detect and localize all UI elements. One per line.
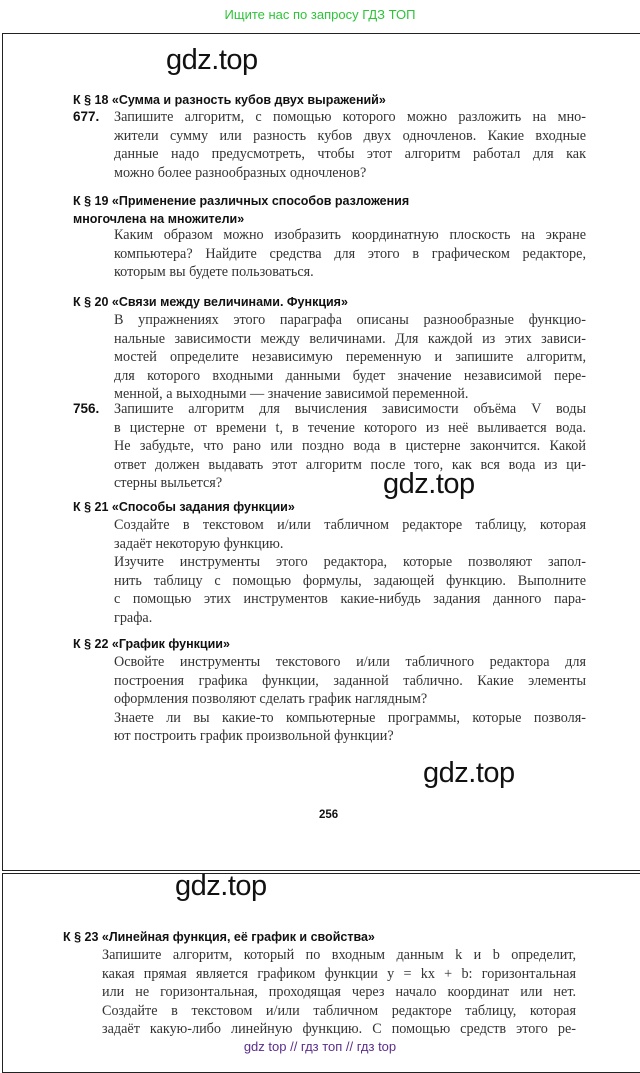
watermark: gdz.top [166,44,258,76]
section-21-text: Создайте в текстовом и/или табличном редакторе таблицу, которая задаёт некоторую функцию. Изучите инструменты этого редактора, которые позволяют запол- нить таблицу с помощью формулы, задающей функцию. Выполните с помощью этих инструментов какие-нибудь задания данного пара- графа. [114,517,586,626]
section-heading-19-line2: многочлена на множители» [73,212,245,226]
section-heading-18: К § 18 «Сумма и разность кубов двух выражений» [73,93,386,107]
watermark: gdz.top [383,468,475,500]
section-heading-21: К § 21 «Способы задания функции» [73,500,295,514]
bottom-banner: gdz top // гдз топ // гдз top [243,1039,397,1054]
top-banner: Ищите нас по запросу ГДЗ ТОП [224,7,416,22]
section-22-text: Освойте инструменты текстового и/или табличного редактора для построения графика функции, заданной таблично. Какие элементы оформления позволяют сделать график наглядным? Знаете ли вы какие-то компьютерные программы, которые позволя- ют построить график произвольной функции? [114,654,586,745]
exercise-677-text: Запишите алгоритм, с помощью которого можно разложить на мно- жители сумму или разность кубов двух одночленов. Какие входные данные надо предусмотреть, чтобы этот алгоритм работал для как можно более разнообразных одночленов? [114,109,586,181]
section-19-text: Каким образом можно изобразить координатную плоскость на экране компьютера? Найдите средства для этого в графическом редакторе, которым вы будете пользоваться. [114,227,586,281]
page-number: 256 [319,809,339,821]
section-heading-20: К § 20 «Связи между величинами. Функция» [73,295,348,309]
section-heading-23: К § 23 «Линейная функция, её график и свойства» [63,930,375,944]
watermark: gdz.top [423,757,515,789]
section-23-text: Запишите алгоритм, который по входным данным k и b определит, какая прямая является графиком функции y = kx + b: горизонтальная или не горизонтальная, проходящая через начало координат или нет. Создайте в текстовом и/или табличном редакторе таблицу, которая задаёт какую-либо линейную функцию. С помощью средств этого ре- [102,947,576,1038]
watermark: gdz.top [175,870,267,902]
exercise-756-text: Запишите алгоритм для вычисления зависимости объёма V воды в цистерне от времени t, в течение которого из неё выливается вода. Не забудьте, что рано или поздно вода в цистерне закончится. Какой ответ должен выдавать этот алгоритм после того, как вся вода из ци- стерны выльется? [114,401,586,492]
section-heading-22: К § 22 «График функции» [73,637,230,651]
section-heading-19-line1: К § 19 «Применение различных способов разложения [73,194,410,208]
section-20-text: В упражнениях этого параграфа описаны разнообразные функцио- нальные зависимости между величинами. Для каждой из этих зависи- мостей определите независимую переменную и запишите алгоритм, для которого входными данными будет значение независимой пере- менной, а выходными — значение зависимой переменной. [114,312,586,403]
exercise-number-756: 756. [73,401,100,416]
exercise-number-677: 677. [73,109,100,124]
page-256 [2,33,640,871]
